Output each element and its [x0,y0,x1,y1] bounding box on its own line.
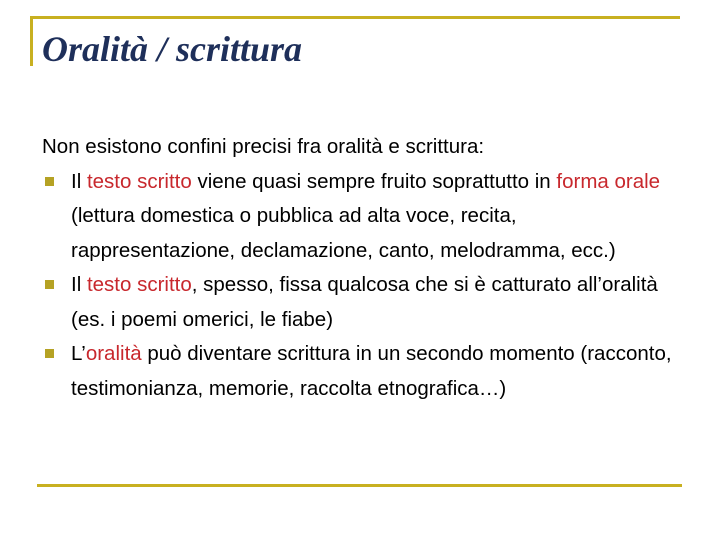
square-bullet-icon [45,280,54,289]
intro-text: Non esistono confini precisi fra oralità e scrittura: [42,135,485,158]
bullet-text-segment: (lettura domestica o pubblica ad alta voce, recita, rappresentazione, declamazione, canto, melodramma, ecc.) [71,204,616,262]
bullet-text-segment: Il [71,273,87,296]
bullet-text-segment: può diventare scrittura in un secondo momento (racconto, testimonianza, memorie, raccolta etnografica…) [71,342,672,400]
highlighted-term: testo scritto [86,169,192,193]
highlighted-term: testo scritto [86,273,192,296]
bullet-text-segment: viene quasi sempre fruito soprattutto in [191,169,557,193]
bullet-text [71,170,660,262]
left-rule [30,16,33,66]
bullet-text-segment: Il [71,169,87,193]
bullet-item [42,165,682,269]
slide-title: Oralità / scrittura [42,29,303,69]
square-bullet-icon [45,349,54,358]
bullet-text [71,342,672,400]
bullet-item [42,337,682,406]
bullet-text-segment: , spesso, fissa qualcosa che si è catturato all’oralità (es. i poemi omerici, le fiabe) [71,273,658,331]
bullet-list [42,165,682,407]
bottom-rule [37,484,682,487]
bullet-text [71,273,658,331]
square-bullet-icon [45,177,54,186]
highlighted-term: oralità [85,342,142,365]
slide-body [42,130,682,406]
bullet-text-segment: L’ [71,342,86,365]
bullet-item [42,268,682,337]
top-rule [30,16,680,19]
highlighted-term: forma orale [556,169,661,193]
